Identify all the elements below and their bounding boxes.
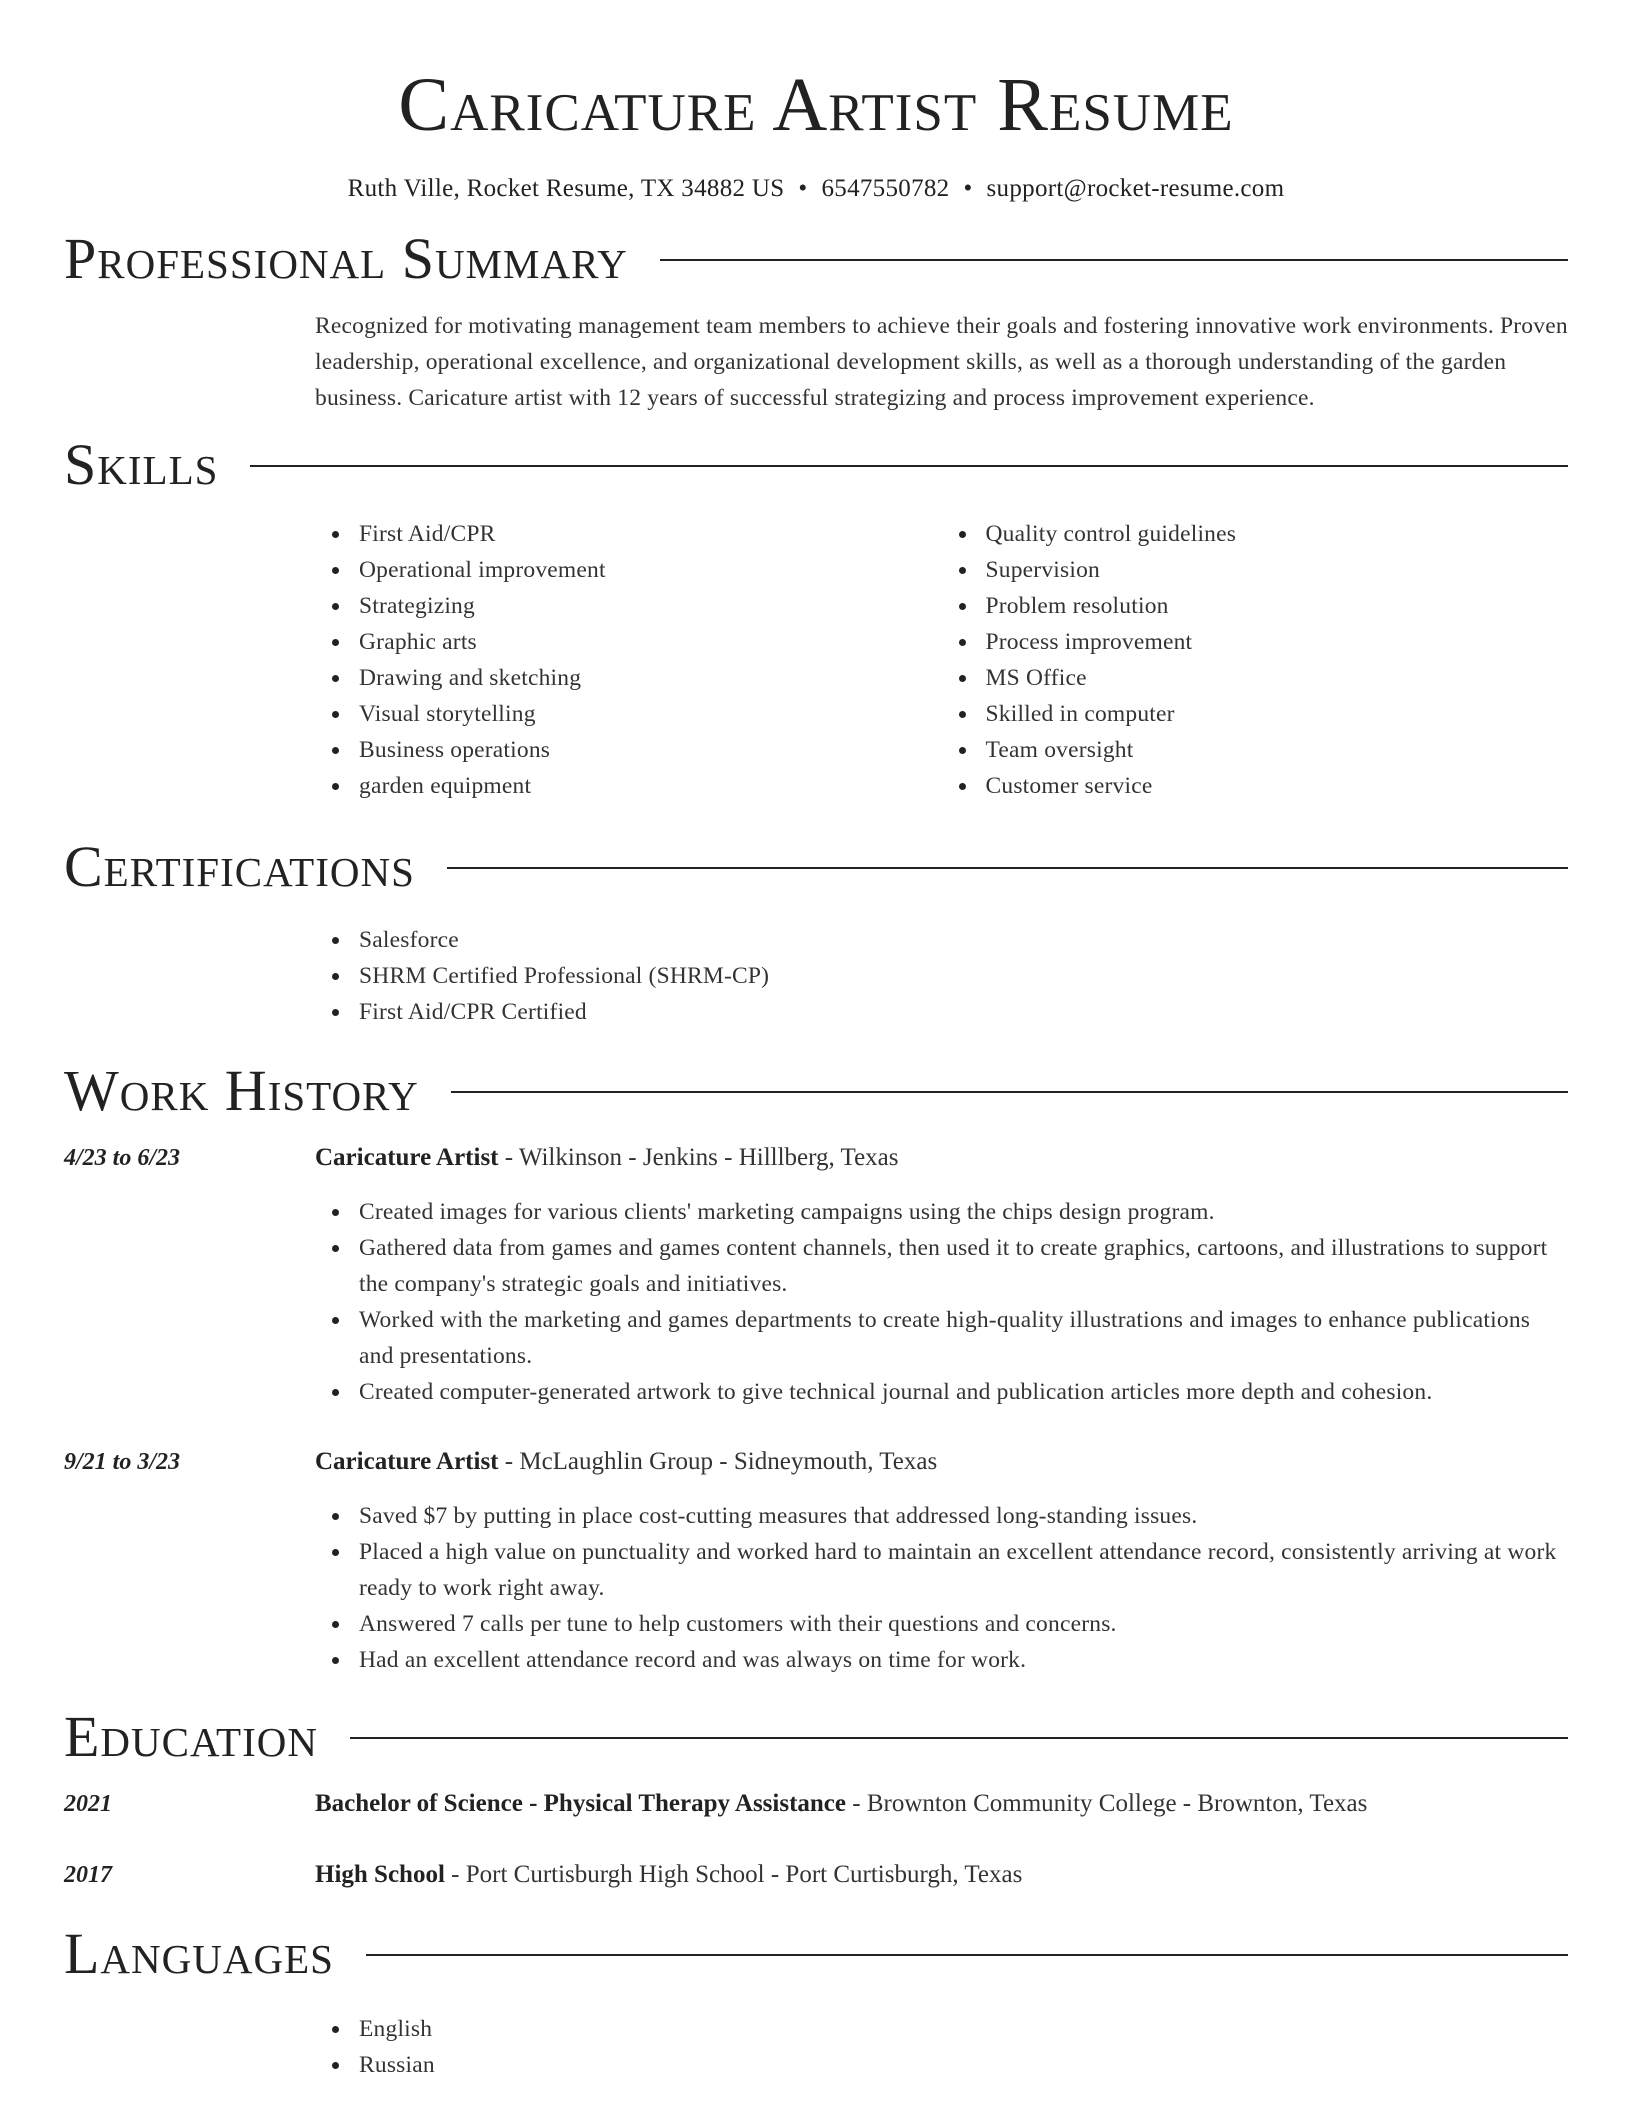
education-entry xyxy=(64,1786,1568,1822)
languages-list xyxy=(315,2011,1568,2083)
resume-page xyxy=(64,0,1568,2083)
education-school: - Brownton Community College - Brownton, Texas xyxy=(846,1790,1368,1817)
job-bullets xyxy=(315,1498,1568,1678)
section-title-summary: Professional Summary xyxy=(64,226,628,291)
section-divider xyxy=(660,259,1568,261)
certification-item: Salesforce xyxy=(359,922,1568,958)
job-entry xyxy=(64,1140,1568,1410)
certification-item: First Aid/CPR Certified xyxy=(359,994,1568,1030)
summary-text: Recognized for motivating management team members to achieve their goals and fostering innovative work environments. Proven leadership, operational excellence, and organizational development skills, as well as a thorough understanding of the garden business. Caricature artist with 12 years of successful strategizing and process improvement experience. xyxy=(315,313,1568,411)
job-bullet: Worked with the marketing and games departments to create high-quality illustrations and images to enhance publications and presentations. xyxy=(359,1302,1568,1374)
skill-item: garden equipment xyxy=(359,768,942,804)
skill-item: Process improvement xyxy=(986,624,1569,660)
education-school: - Port Curtisburgh High School - Port Curtisburgh, Texas xyxy=(444,1861,1023,1888)
skill-item: Operational improvement xyxy=(359,552,942,588)
section-divider xyxy=(350,1737,1568,1739)
section-divider xyxy=(447,867,1568,869)
job-bullet: Gathered data from games and games content channels, then used it to create graphics, cartoons, and illustrations to support the company's strategic goals and initiatives. xyxy=(359,1230,1568,1302)
skills-list-left xyxy=(315,516,942,804)
skills-list-right xyxy=(942,516,1569,804)
contact-email: support@rocket-resume.com xyxy=(986,175,1285,202)
section-title-certifications: Certifications xyxy=(64,834,415,899)
section-header-work-history xyxy=(64,1056,1568,1126)
skill-item: Customer service xyxy=(986,768,1569,804)
job-entry xyxy=(64,1444,1568,1678)
education-degree: High School xyxy=(315,1861,445,1888)
section-divider xyxy=(366,1954,1568,1956)
section-title-work-history: Work History xyxy=(64,1058,419,1123)
skills-grid xyxy=(315,516,1568,804)
section-title-languages: Languages xyxy=(64,1921,334,1986)
education-entry xyxy=(64,1857,1568,1893)
contact-separator: • xyxy=(963,175,973,202)
job-header xyxy=(64,1444,1568,1480)
job-title: Caricature Artist xyxy=(315,1144,499,1171)
job-dates: 4/23 to 6/23 xyxy=(64,1145,181,1171)
job-bullet: Had an excellent attendance record and was always on time for work. xyxy=(359,1642,1568,1678)
job-bullet: Saved $7 by putting in place cost-cutting measures that addressed long-standing issues. xyxy=(359,1498,1568,1534)
certification-item: SHRM Certified Professional (SHRM-CP) xyxy=(359,958,1568,994)
skill-item: Team oversight xyxy=(986,732,1569,768)
education-degree: Bachelor of Science - Physical Therapy Assistance xyxy=(315,1790,846,1817)
skill-item: Business operations xyxy=(359,732,942,768)
job-role xyxy=(315,1444,1568,1480)
job-bullets xyxy=(315,1194,1568,1410)
job-employer: - McLaughlin Group - Sidneymouth, Texas xyxy=(498,1448,938,1475)
section-title-education: Education xyxy=(64,1704,318,1769)
job-employer: - Wilkinson - Jenkins - Hilllberg, Texas xyxy=(498,1144,899,1171)
section-header-certifications xyxy=(64,832,1568,902)
section-divider xyxy=(250,465,1568,467)
skill-item: Strategizing xyxy=(359,588,942,624)
skill-item: First Aid/CPR xyxy=(359,516,942,552)
job-bullet: Answered 7 calls per tune to help customers with their questions and concerns. xyxy=(359,1606,1568,1642)
job-bullet: Created images for various clients' marketing campaigns using the chips design program. xyxy=(359,1194,1568,1230)
section-header-summary xyxy=(64,224,1568,294)
skill-item: MS Office xyxy=(986,660,1569,696)
contact-separator: • xyxy=(798,175,808,202)
page-title: Caricature Artist Resume xyxy=(398,63,1234,147)
section-header-education xyxy=(64,1702,1568,1772)
skill-item: Visual storytelling xyxy=(359,696,942,732)
job-bullet: Created computer-generated artwork to give technical journal and publication articles more depth and cohesion. xyxy=(359,1374,1568,1410)
skill-item: Graphic arts xyxy=(359,624,942,660)
contact-line xyxy=(64,172,1568,206)
contact-address: Ruth Ville, Rocket Resume, TX 34882 US xyxy=(347,175,785,202)
job-header xyxy=(64,1140,1568,1176)
section-header-skills xyxy=(64,430,1568,500)
contact-phone: 6547550782 xyxy=(821,175,950,202)
job-title: Caricature Artist xyxy=(315,1448,499,1475)
job-role xyxy=(315,1140,1568,1176)
skill-item: Quality control guidelines xyxy=(986,516,1569,552)
language-item: Russian xyxy=(359,2047,1568,2083)
education-year: 2021 xyxy=(64,1791,112,1817)
language-item: English xyxy=(359,2011,1568,2047)
section-header-languages xyxy=(64,1919,1568,1989)
job-dates: 9/21 to 3/23 xyxy=(64,1449,181,1475)
section-title-skills: Skills xyxy=(64,432,219,497)
education-detail xyxy=(315,1857,1568,1893)
section-divider xyxy=(451,1091,1568,1093)
certifications-list xyxy=(315,922,1568,1030)
education-detail xyxy=(315,1786,1568,1822)
skill-item: Problem resolution xyxy=(986,588,1569,624)
job-bullet: Placed a high value on punctuality and worked hard to maintain an excellent attendance record, consistently arriving at work ready to work right away. xyxy=(359,1534,1568,1606)
skill-item: Supervision xyxy=(986,552,1569,588)
skill-item: Drawing and sketching xyxy=(359,660,942,696)
skill-item: Skilled in computer xyxy=(986,696,1569,732)
education-year: 2017 xyxy=(64,1862,112,1888)
